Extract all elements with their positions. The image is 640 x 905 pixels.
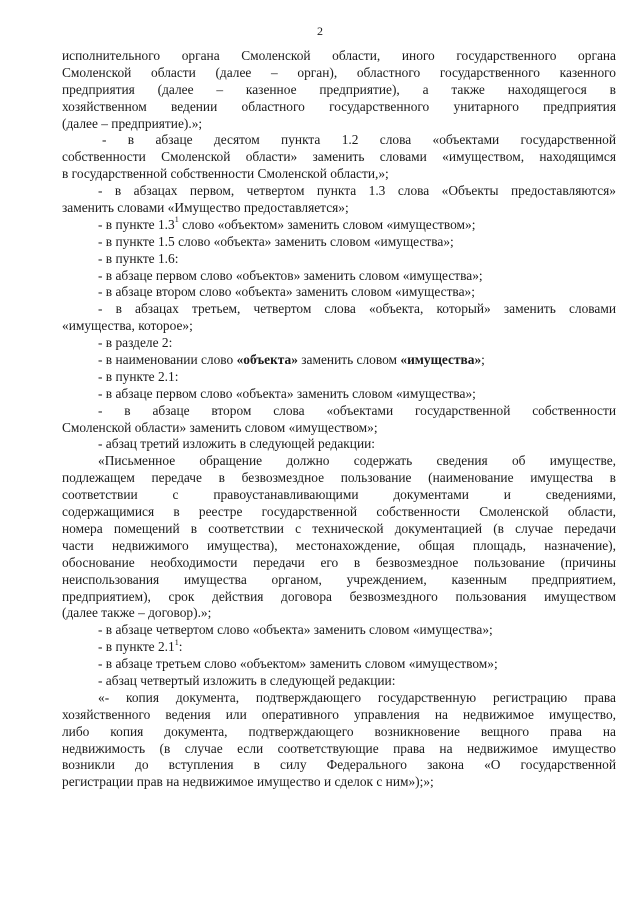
text-fragment: 1 xyxy=(174,637,179,647)
text-fragment: исполнительного органа Смоленской области, иного государственного органа xyxy=(62,48,616,63)
text-fragment: обоснование необходимости передачи его в безвозмездное пользование (причины xyxy=(62,554,616,570)
text-line xyxy=(62,386,616,403)
text-line xyxy=(62,436,616,453)
text-line xyxy=(62,352,616,369)
text-fragment: (далее – предприятие).»; xyxy=(62,115,203,131)
text-line xyxy=(62,403,616,420)
text-fragment: заменить словами «Имущество предоставляется»; xyxy=(62,200,349,216)
text-fragment: предприятия (далее – казенное предприятие), а также находящегося в xyxy=(62,81,616,97)
text-fragment: - в абзаце третьем слово «объектом» заменить словом «имуществом»; xyxy=(98,656,498,672)
page-number: 2 xyxy=(317,24,323,38)
text-fragment: хозяйственном ведении областного государственного унитарного предприятия xyxy=(62,98,616,114)
text-fragment: «Письменное обращение должно содержать сведения об имуществе, xyxy=(98,453,616,469)
text-fragment: слово «объектом» заменить словом «имуществом»; xyxy=(178,216,476,232)
text-fragment: регистрации прав на недвижимое имущество и сделок с ним»);»; xyxy=(62,774,434,790)
text-fragment: - в пункте 2.1 xyxy=(98,639,175,655)
text-line xyxy=(62,690,616,707)
text-line xyxy=(62,369,616,386)
text-line xyxy=(62,757,616,774)
text-line xyxy=(62,622,616,639)
text-fragment: - в абзаце четвертом слово «объекта» заменить словом «имущества»; xyxy=(98,622,493,638)
text-line xyxy=(62,572,616,589)
text-fragment: соответствии с правоустанавливающими документами и сведениями, xyxy=(62,487,616,503)
text-fragment: недвижимость (в случае если соответствующие права на недвижимое имущество xyxy=(62,740,616,756)
text-fragment: - в наименовании слово xyxy=(98,352,237,368)
text-line xyxy=(62,639,616,656)
text-line xyxy=(62,318,616,335)
text-fragment: - в пункте 2.1: xyxy=(98,368,179,384)
text-line xyxy=(62,234,616,251)
text-line xyxy=(62,200,616,217)
text-line xyxy=(62,99,616,116)
text-fragment: - в пункте 1.5 слово «объекта» заменить словом «имущества»; xyxy=(98,233,454,249)
text-fragment: - в разделе 2: xyxy=(98,335,173,351)
text-line xyxy=(62,707,616,724)
text-fragment: «имущества» xyxy=(400,352,482,368)
text-fragment: предприятием), срок действия договора безвозмездного пользования имуществом xyxy=(62,588,616,604)
text-fragment: номера помещений в соответствии с технической документацией (в случае передачи xyxy=(62,520,616,536)
text-line xyxy=(62,774,616,791)
text-line xyxy=(62,132,616,149)
text-fragment: ; xyxy=(481,352,485,368)
text-line xyxy=(62,656,616,673)
text-fragment: части недвижимого имущества), местонахождение, общая площадь, назначение), xyxy=(62,537,616,553)
text-line xyxy=(62,741,616,758)
text-fragment: - абзац третий изложить в следующей редакции: xyxy=(98,436,376,452)
text-fragment: «- копия документа, подтверждающего государственную регистрацию права xyxy=(98,689,616,705)
text-line xyxy=(62,65,616,82)
text-line xyxy=(62,420,616,437)
text-line xyxy=(62,453,616,470)
text-fragment: (далее также – договор).»; xyxy=(62,605,212,621)
text-fragment: «имущества, которое»; xyxy=(62,318,193,334)
text-fragment: - в абзаце первом слово «объектов» заменить словом «имущества»; xyxy=(98,267,483,283)
text-line xyxy=(62,589,616,606)
text-fragment: - в абзаце первом слово «объекта» заменить словом «имущества»; xyxy=(98,385,476,401)
text-fragment: - в пункте 1.6: xyxy=(98,250,179,266)
text-fragment: подлежащем передаче в безвозмездное пользование (наименование имущества в xyxy=(62,470,616,486)
text-line xyxy=(62,251,616,268)
text-line xyxy=(62,504,616,521)
text-fragment: - абзац четвертый изложить в следующей редакции: xyxy=(98,672,396,688)
text-fragment: - в абзацах первом, четвертом пункта 1.3 слова «Объекты предоставляются» xyxy=(98,183,616,199)
text-fragment: заменить словом xyxy=(297,352,401,368)
text-line xyxy=(62,521,616,538)
text-fragment: содержащимися в реестре государственной собственности Смоленской области, xyxy=(62,504,616,520)
text-line xyxy=(62,48,616,65)
text-fragment: - в пункте 1.3 xyxy=(98,216,175,232)
text-line xyxy=(62,284,616,301)
text-fragment: - в абзаце втором слова «объектами государственной собственности xyxy=(98,402,616,418)
text-fragment: неиспользования имущества органом, учреждением, казенным предприятием, xyxy=(62,571,616,587)
text-fragment: : xyxy=(178,639,183,655)
text-line xyxy=(62,470,616,487)
text-line xyxy=(62,149,616,166)
text-line xyxy=(62,538,616,555)
text-fragment: возникли до вступления в силу Федерального закона «О государственной xyxy=(62,757,616,773)
text-fragment: 1 xyxy=(174,215,179,225)
text-line xyxy=(62,183,616,200)
text-line xyxy=(62,335,616,352)
text-fragment: Смоленской области» заменить словом «имуществом»; xyxy=(62,419,378,435)
text-fragment: собственности Смоленской области» заменить словами «имуществом, находящимся xyxy=(62,149,616,165)
text-line xyxy=(62,487,616,504)
text-line xyxy=(62,673,616,690)
text-fragment: - в абзацах третьем, четвертом слова «объекта, который» заменить словами xyxy=(98,301,616,317)
text-line xyxy=(62,268,616,285)
text-fragment: в государственной собственности Смоленской области,»; xyxy=(62,166,389,182)
text-fragment: либо копия документа, подтверждающего возникновение вещного права на xyxy=(62,723,616,739)
document-body xyxy=(62,48,616,791)
text-fragment: Смоленской области (далее – орган), областного государственного казенного xyxy=(62,64,616,80)
text-line xyxy=(62,166,616,183)
text-line xyxy=(62,116,616,133)
text-fragment: «объекта» xyxy=(236,352,298,368)
text-fragment: - в абзаце втором слово «объекта» заменить словом «имущества»; xyxy=(98,284,475,300)
text-fragment: - в абзаце десятом пункта 1.2 слова «объектами государственной xyxy=(102,132,616,148)
text-line xyxy=(62,301,616,318)
text-line xyxy=(62,217,616,234)
text-line xyxy=(62,555,616,572)
text-line xyxy=(62,724,616,741)
text-line xyxy=(62,82,616,99)
text-fragment: хозяйственного ведения или оперативного управления на недвижимое имущество, xyxy=(62,706,616,722)
text-line xyxy=(62,605,616,622)
